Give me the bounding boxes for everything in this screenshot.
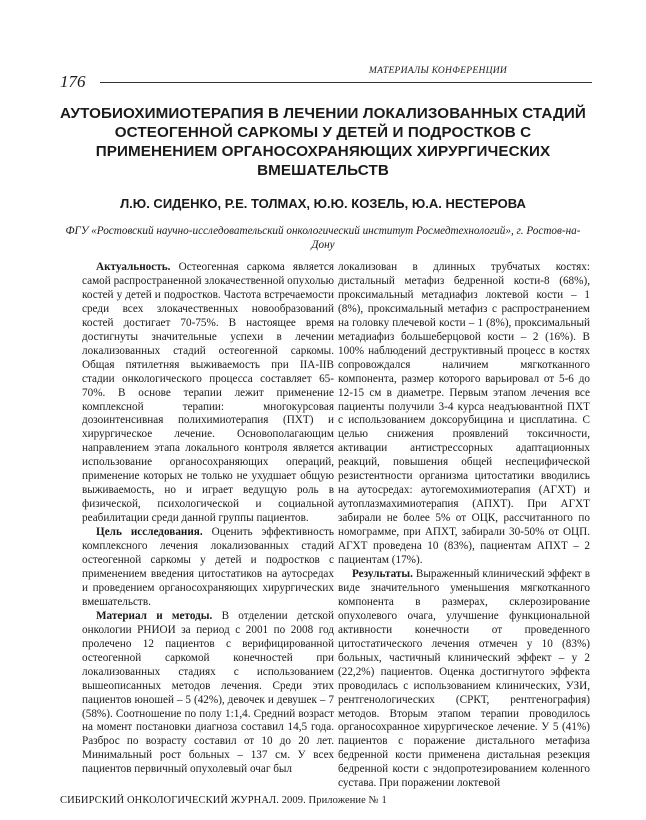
results-heading: Результаты.	[352, 567, 413, 580]
journal-footer: СИБИРСКИЙ ОНКОЛОГИЧЕСКИЙ ЖУРНАЛ. 2009. Приложение № 1	[60, 795, 387, 806]
results-text: Выраженный клинический эффект в виде значительного уменьшения мягкотканного компонента в размерах, склерозирование опухолевого очага, улучшение функциональной активности конечности от проведенного цитостатического лечения отмечен у 10 (83%) больных, частичный клинический эффект – у 2 (22,2%) пациентов. Оценка достигнутого эффекта проводилась с использованием клинических, УЗИ, рентгенологических (СРКТ, рентгенография) методов. Вторым этапом терапии проводилось органосохранное хирургическое лечение. У 5 (41%) пациентов с поражение дистального метафиза бедренной кости применена дистальная резекция бедренной кости с эндопротезированием коленного сустава. При поражении локтевой	[338, 567, 590, 790]
paragraph-results	[338, 568, 590, 791]
article-title: АУТОБИОХИМИОТЕРАПИЯ В ЛЕЧЕНИИ ЛОКАЛИЗОВАННЫХ СТАДИЙ ОСТЕОГЕННОЙ САРКОМЫ У ДЕТЕЙ И ПОДРОСТКОВ С ПРИМЕНЕНИЕМ ОРГАНОСОХРАНЯЮЩИХ ХИРУРГИЧЕСКИХ ВМЕШАТЕЛЬСТВ	[60, 105, 586, 179]
paragraph-methods	[82, 610, 334, 777]
header-rule	[100, 82, 592, 83]
article-body-left-column	[82, 261, 334, 777]
author-affiliation: ФГУ «Ростовский научно-исследовательский онкологический институт Росмедтехнологий», г. Ростов-на-Дону	[65, 225, 581, 251]
methods-heading: Материал и методы.	[96, 609, 213, 622]
aim-heading: Цель исследования.	[96, 526, 203, 539]
methods-text: В отделении детской онкологии РНИОИ за период с 2001 по 2008 год пролечено 12 пациентов с верифицированной остеогенной саркомой конечностей при локализованных стадиях с использованием вышеописанных методов лечения. Среди этих пациентов юношей – 5 (42%), девочек и девушек – 7 (58%). Соотношение по полу 1:1,4. Средний возраст на момент постановки диагноза составил 14,5 года. Разброс по возрасту составил от 10 до 20 лет. Минимальный рост больных – 137 см. У всех пациентов первичный опухолевый очаг был	[82, 609, 334, 776]
article-body-right-column	[338, 261, 590, 791]
running-head: МАТЕРИАЛЫ КОНФЕРЕНЦИИ	[368, 66, 508, 76]
paragraph-methods-continued: локализован в длинных трубчатых костях: дистальный метафиз бедренной кости-8 (68%), проксимальный метадиафиз локтевой кости – 1 (8%), проксимальный метафиз с распространением на головку плечевой кости – 1 (8%), проксимальный метадиафиз большеберцовой кости – 2 (16%). В 100% наблюдений деструктивный процесс в костях сопровождался наличием мягкотканного компонента, размер которого варьировал от 5-6 до 12-15 см в диаметре. Первым этапом лечения все пациенты получили 3-4 курса неадъювантной ПХТ с использованием доксорубицина и цисплатина. С целью снижения проявлений токсичности, активации антистрессорных адаптационных реакций, повышения общей неспецифической резистентности организма цитостатики вводились на аутосредах: аутогемохимиотерапия (АГХТ) и аутоплазмахимиотерапия (АПХТ). При АГХТ забирали не более 5% от ОЦК, рассчитанного по номограмме, при АПХТ, забирали 30-50% от ОЦП. АГХТ проведена 10 (83%), пациентам АПХТ – 2 пациентам (17%).	[338, 261, 590, 567]
paragraph-aim	[82, 526, 334, 610]
article-authors: Л.Ю. СИДЕНКО, Р.Е. ТОЛМАХ, Ю.Ю. КОЗЕЛЬ, Ю.А. НЕСТЕРОВА	[120, 196, 526, 211]
relevance-heading: Актуальность.	[96, 261, 171, 273]
paragraph-relevance	[82, 261, 334, 526]
page-number: 176	[60, 72, 86, 91]
relevance-text: Остеогенная саркома является самой распространенной злокачественной опухолью костей у детей и подростков. Частота встречаемости среди всех злокачественных новообразований костей достигает 70-75%. В настоящее время достигнуты значительные успехи в лечении локализованных стадий остеогенной саркомы. Общая пятилетняя выживаемость при IIA-IIB стадии онкологического процесса составляет 65-70%. В основе терапии лежит применение комплексной терапии: многокурсовая дозоинтенсивная полихимиотерапия (ПХТ) и хирургическое лечение. Основополагающим направлением этапа локального контроля является использование органосохраняющих операций, применение которых не только не ухудшает общую выживаемость, но и играет ведущую роль в физической, психологической и социальной реабилитации среди данной группы пациентов.	[82, 261, 334, 525]
aim-text: Оценить эффективность комплексного лечения локализованных стадий остеогенной саркомы у детей и подростков с применением введения цитостатиков на аутосредах и проведением органосохраняющих хирургических вмешательств.	[82, 526, 334, 608]
